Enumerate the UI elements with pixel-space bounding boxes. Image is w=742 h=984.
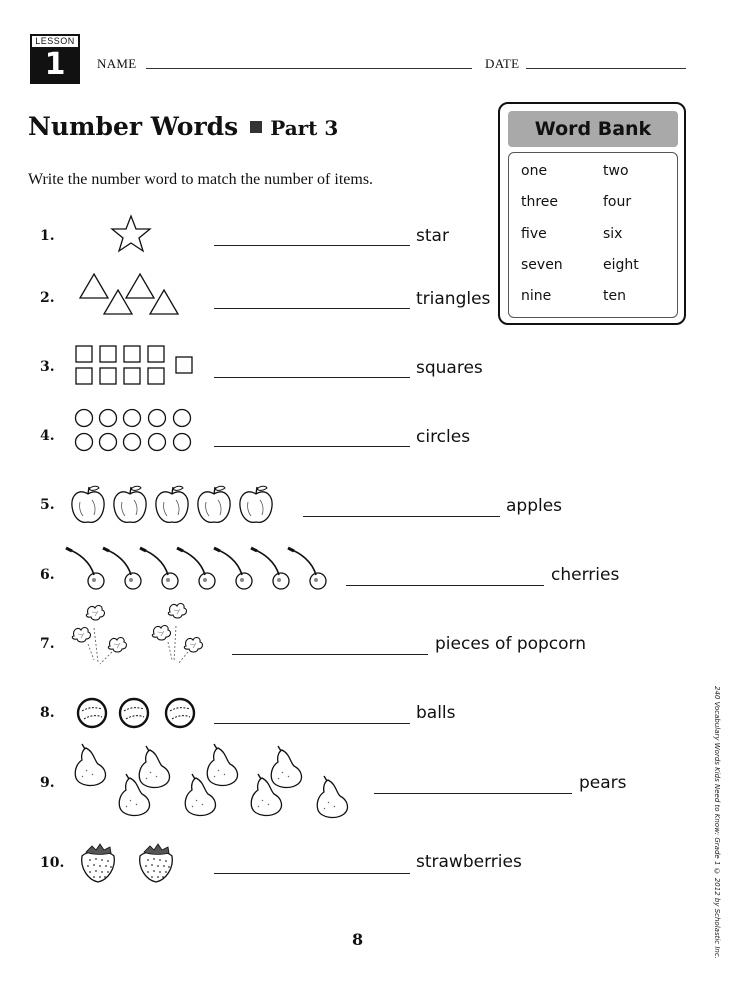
lesson-label: LESSON (32, 36, 78, 47)
page-title (28, 112, 338, 141)
title-main: Number Words (28, 112, 239, 141)
lesson-number: 1 (44, 47, 66, 82)
pear-icon (70, 742, 358, 822)
name-label: NAME (97, 56, 137, 71)
popcorn-icon (70, 602, 216, 668)
word-bank-word: one (521, 163, 548, 179)
item-label: squares (416, 358, 483, 378)
answer-line[interactable] (214, 377, 410, 378)
answer-line[interactable] (214, 308, 410, 309)
square-bullet-icon (250, 121, 262, 133)
word-bank-word: ten (603, 288, 626, 304)
answer-line[interactable] (214, 873, 410, 874)
item-number: 10. (40, 855, 65, 871)
item-label: star (416, 226, 449, 246)
item-label: circles (416, 427, 471, 447)
item-label: balls (416, 703, 456, 723)
ball-icon (74, 695, 204, 731)
word-bank-title: Word Bank (508, 111, 678, 147)
cherry-icon (64, 545, 338, 591)
word-bank-word: five (521, 226, 547, 242)
answer-line[interactable] (232, 654, 428, 655)
item-number: 6. (40, 567, 55, 583)
item-number: 4. (40, 428, 55, 444)
answer-line[interactable] (303, 516, 500, 517)
word-bank-word: seven (521, 257, 563, 273)
answer-line[interactable] (214, 446, 410, 447)
apple-icon (68, 482, 278, 526)
word-bank-word: nine (521, 288, 552, 304)
star-icon (108, 214, 154, 254)
word-bank-word: two (603, 163, 629, 179)
item-label: strawberries (416, 852, 522, 872)
title-part: Part 3 (270, 116, 339, 140)
item-number: 2. (40, 290, 55, 306)
item-label: apples (506, 496, 563, 516)
name-field[interactable] (146, 68, 472, 69)
word-bank-word: eight (603, 257, 639, 273)
item-label: pieces of popcorn (435, 634, 587, 654)
date-field[interactable] (526, 68, 686, 69)
item-number: 9. (40, 775, 55, 791)
answer-line[interactable] (214, 245, 410, 246)
item-label: cherries (551, 565, 620, 585)
answer-line[interactable] (346, 585, 544, 586)
item-number: 7. (40, 636, 55, 652)
circle-icon (73, 406, 195, 454)
triangle-icon (78, 272, 182, 318)
copyright-credit: 240 Vocabulary Words Kids Need to Know: Grade 1 © 2012 by Scholastic Inc. (713, 686, 721, 959)
strawberry-icon (76, 840, 182, 884)
answer-line[interactable] (374, 793, 572, 794)
item-label: triangles (416, 289, 491, 309)
instructions: Write the number word to match the number of items. (28, 171, 374, 188)
word-bank-word: four (603, 194, 632, 210)
word-bank-word: six (603, 226, 623, 242)
date-label: DATE (485, 56, 520, 71)
item-label: pears (579, 773, 627, 793)
item-number: 1. (40, 228, 55, 244)
item-number: 3. (40, 359, 55, 375)
item-number: 5. (40, 497, 55, 513)
square-icon (74, 344, 198, 386)
answer-line[interactable] (214, 723, 410, 724)
lesson-badge (30, 34, 80, 84)
page-number: 8 (352, 930, 364, 949)
item-number: 8. (40, 705, 55, 721)
word-bank-word: three (521, 194, 559, 210)
